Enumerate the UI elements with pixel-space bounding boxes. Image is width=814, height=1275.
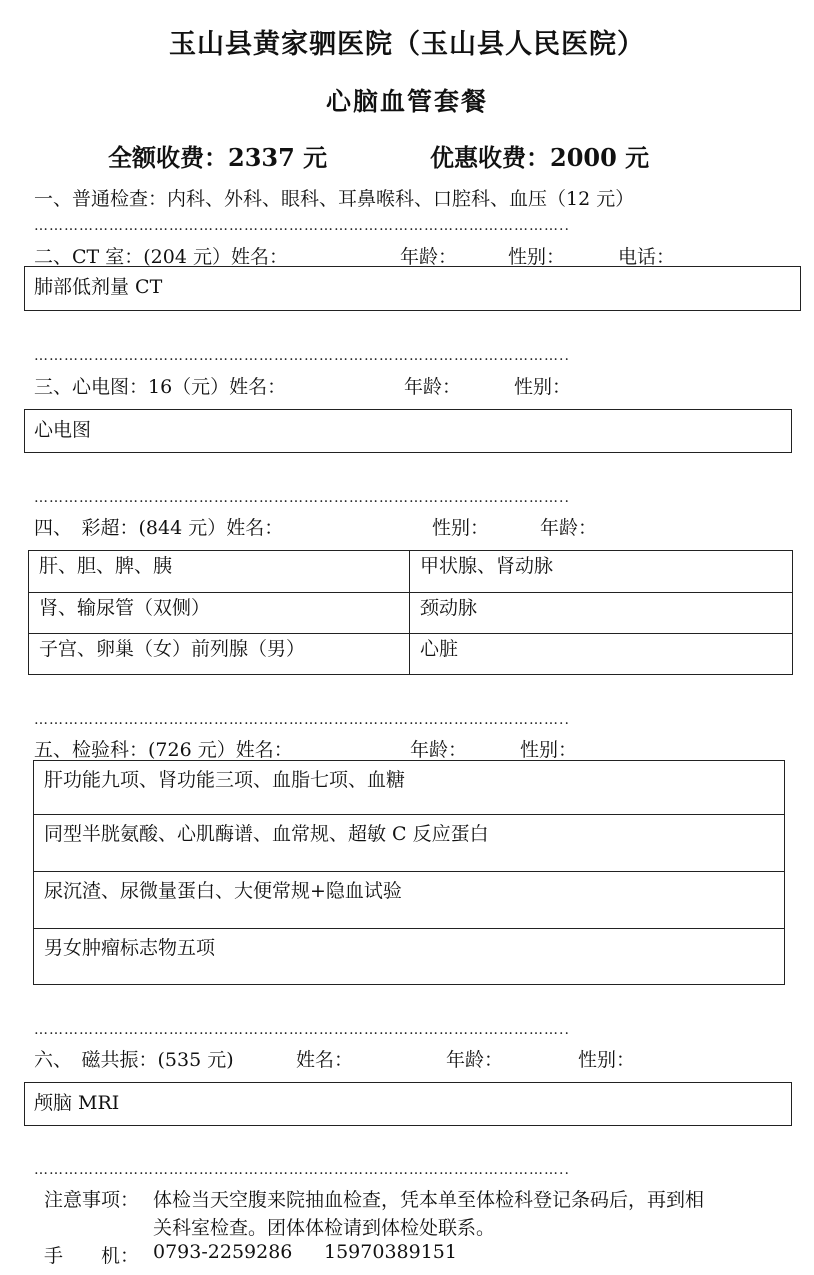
section4-heading: 四、 彩超：(844 元）姓名： — [34, 517, 284, 539]
section2-heading: 二、CT 室：(204 元）姓名： — [34, 246, 288, 268]
table-row — [29, 634, 793, 675]
notes-label: 注意事项： — [44, 1189, 140, 1211]
hospital-title: 玉山县黄家驷医院（玉山县人民医院） — [169, 29, 645, 60]
section2-item: 肺部低剂量 CT — [34, 276, 163, 298]
dotted-separator: …………………………………………………………………………………………….. — [34, 490, 570, 506]
section6-heading: 六、 磁共振：(535 元) — [34, 1049, 234, 1071]
package-title: 心脑血管套餐 — [325, 87, 488, 116]
table-row — [29, 551, 793, 593]
table-cell: 颈动脉 — [410, 593, 793, 634]
phone-number-landline: 0793-2259286 — [153, 1241, 293, 1263]
dotted-separator: …………………………………………………………………………………………….. — [34, 348, 570, 364]
section6-age-label: 年龄： — [446, 1049, 504, 1071]
section3-heading: 三、心电图：16（元）姓名： — [34, 376, 287, 398]
table-row — [29, 593, 793, 634]
full-fee: 全额收费：2337 元 — [108, 143, 328, 172]
discount-fee: 优惠收费：2000 元 — [430, 143, 650, 172]
section3-item: 心电图 — [34, 419, 92, 441]
section6-gender-label: 性别： — [578, 1049, 636, 1071]
table-row — [34, 929, 785, 985]
section2-items-box — [24, 266, 801, 311]
table-cell: 男女肿瘤标志物五项 — [34, 929, 785, 985]
section3-items-box — [24, 409, 792, 453]
section3-age-label: 年龄： — [404, 376, 462, 398]
section1-general-exam: 一、普通检查：内科、外科、眼科、耳鼻喉科、口腔科、血压（12 元） — [34, 188, 635, 210]
section5-lab-table — [33, 760, 785, 985]
section6-item: 颅脑 MRI — [34, 1092, 120, 1114]
table-cell: 肝功能九项、肾功能三项、血脂七项、血糖 — [34, 761, 785, 815]
section6-name-label: 姓名： — [296, 1049, 354, 1071]
table-cell: 尿沉渣、尿微量蛋白、大便常规+隐血试验 — [34, 872, 785, 929]
table-cell: 子宫、卵巢（女）前列腺（男） — [29, 634, 410, 675]
section5-age-label: 年龄： — [410, 739, 468, 761]
section5-gender-label: 性别： — [520, 739, 578, 761]
notes-line1: 体检当天空腹来院抽血检查，凭本单至体检科登记条码后，再到相 — [153, 1189, 705, 1211]
dotted-separator: …………………………………………………………………………………………….. — [34, 218, 570, 234]
table-cell: 肝、胆、脾、胰 — [29, 551, 410, 593]
section5-heading: 五、检验科：(726 元）姓名： — [34, 739, 293, 761]
phone-label: 手 机： — [44, 1245, 140, 1267]
table-cell: 肾、输尿管（双侧） — [29, 593, 410, 634]
dotted-separator: …………………………………………………………………………………………….. — [34, 1022, 570, 1038]
section6-items-box — [24, 1082, 792, 1126]
dotted-separator: …………………………………………………………………………………………….. — [34, 712, 570, 728]
section2-age-label: 年龄： — [400, 246, 458, 268]
section4-ultrasound-table — [28, 550, 793, 675]
notes-line2: 关科室检查。团体体检请到体检处联系。 — [153, 1217, 496, 1239]
section4-gender-label: 性别： — [432, 517, 490, 539]
table-cell: 甲状腺、肾动脉 — [410, 551, 793, 593]
section4-age-label: 年龄： — [540, 517, 598, 539]
table-row — [34, 761, 785, 815]
phone-number-mobile: 15970389151 — [324, 1241, 457, 1263]
table-row — [34, 815, 785, 872]
section3-gender-label: 性别： — [514, 376, 572, 398]
dotted-separator: …………………………………………………………………………………………….. — [34, 1162, 570, 1178]
table-cell: 心脏 — [410, 634, 793, 675]
table-row — [34, 872, 785, 929]
section2-gender-label: 性别： — [508, 246, 566, 268]
section2-phone-label: 电话： — [618, 246, 676, 268]
table-cell: 同型半胱氨酸、心肌酶谱、血常规、超敏 C 反应蛋白 — [34, 815, 785, 872]
